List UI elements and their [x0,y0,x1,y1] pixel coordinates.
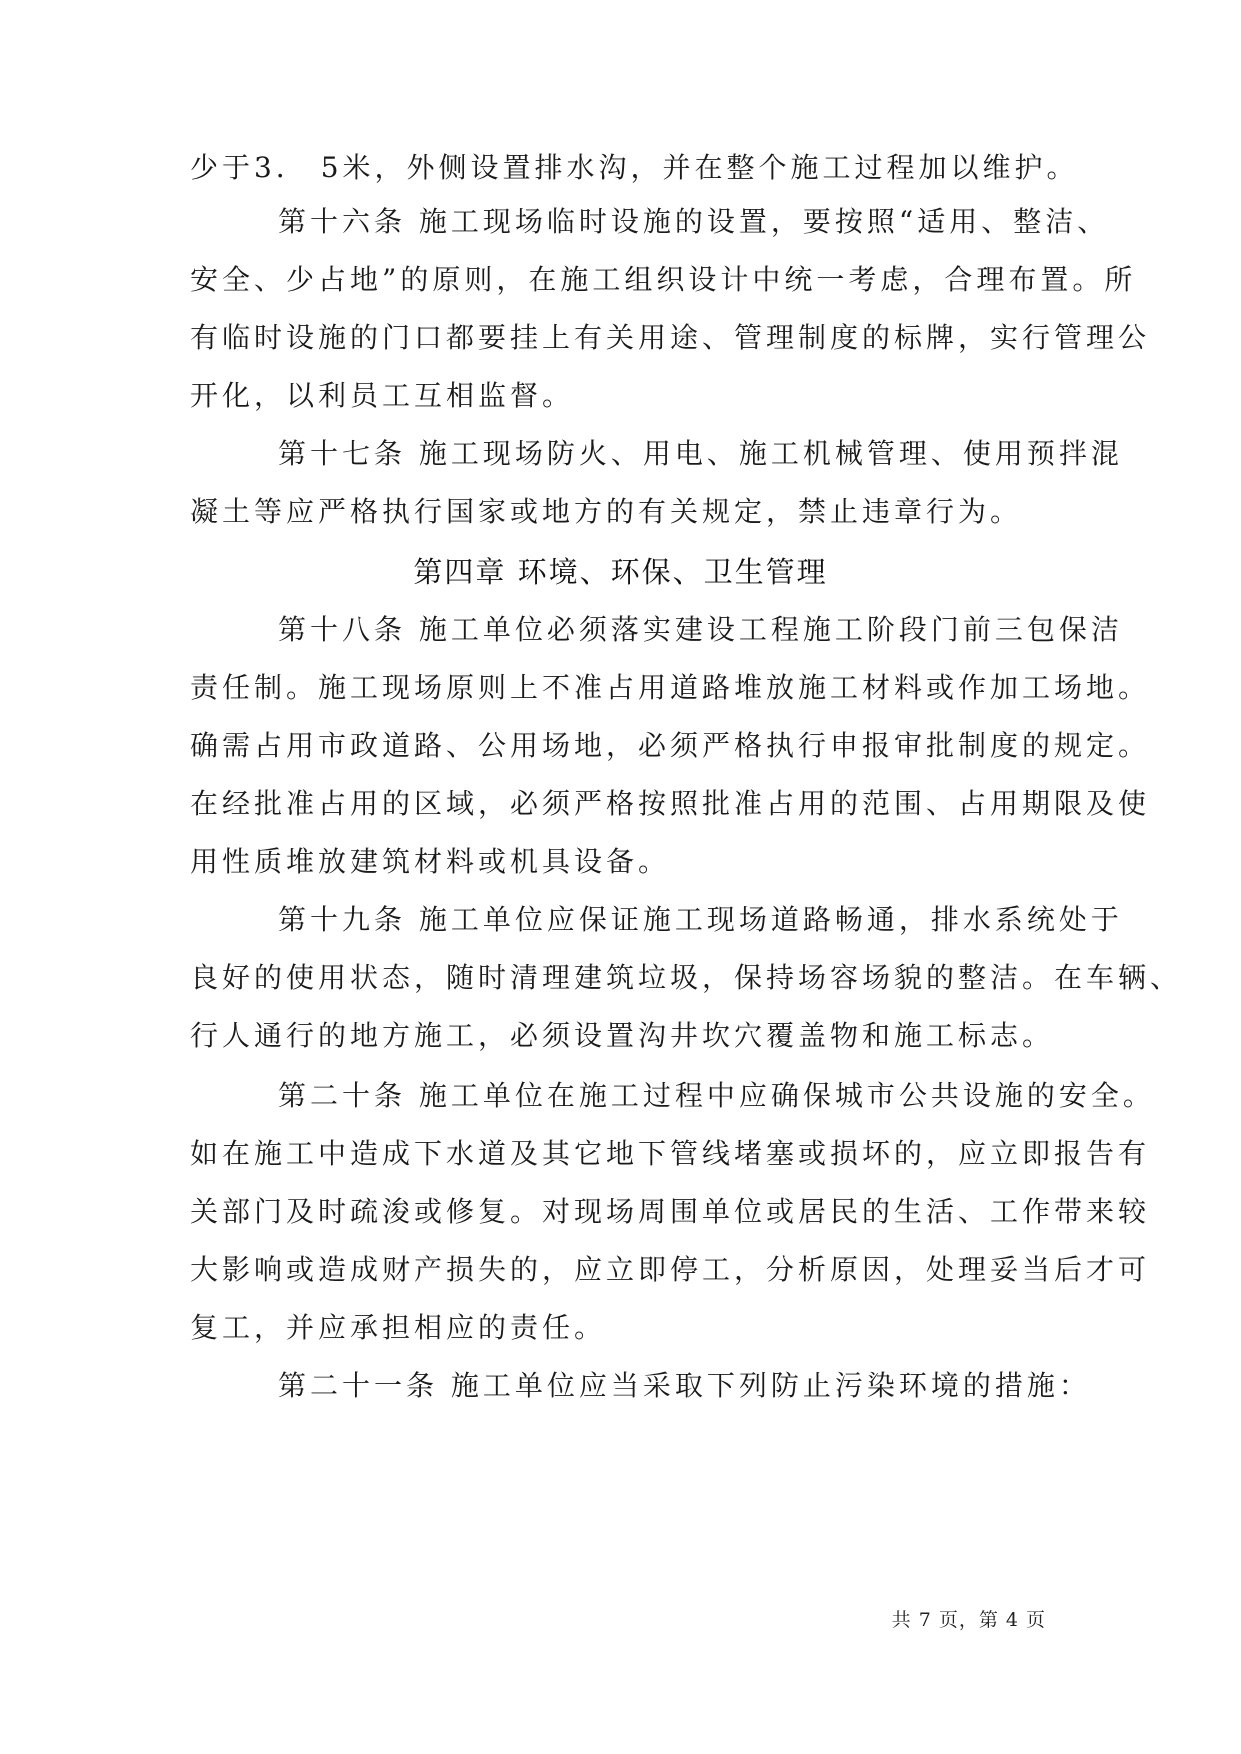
body-line: 关部门及时疏浚或修复。对现场周围单位或居民的生活、工作带来较 [190,1195,1151,1228]
body-line: 大影响或造成财产损失的，应立即停工，分析原因，处理妥当后才可 [190,1253,1151,1286]
article-19-line: 第十九条 施工单位应保证施工现场道路畅通，排水系统处于 [278,903,1123,936]
body-line: 确需占用市政道路、公用场地，必须严格执行申报审批制度的规定。 [190,729,1151,762]
body-line: 责任制。施工现场原则上不准占用道路堆放施工材料或作加工场地。 [190,671,1151,704]
article-20-line: 第二十条 施工单位在施工过程中应确保城市公共设施的安全。 [278,1079,1155,1112]
body-line: 复工，并应承担相应的责任。 [190,1311,607,1344]
chapter-heading: 第四章 环境、环保、卫生管理 [413,555,828,589]
page-footer: 共 7 页，第 4 页 [891,1609,1046,1631]
body-line: 有临时设施的门口都要挂上有关用途、管理制度的标牌，实行管理公 [190,321,1151,354]
article-18-line: 第十八条 施工单位必须落实建设工程施工阶段门前三包保洁 [278,613,1123,646]
body-line: 如在施工中造成下水道及其它地下管线堵塞或损坏的，应立即报告有 [190,1137,1151,1170]
body-line: 用性质堆放建筑材料或机具设备。 [190,845,671,878]
body-line: 在经批准占用的区域，必须严格按照批准占用的范围、占用期限及使 [190,787,1151,820]
body-line: 开化，以利员工互相监督。 [190,379,575,412]
body-line: 行人通行的地方施工，必须设置沟井坎穴覆盖物和施工标志。 [190,1019,1055,1052]
article-21-line: 第二十一条 施工单位应当采取下列防止污染环境的措施： [278,1369,1091,1402]
article-17-line: 第十七条 施工现场防火、用电、施工机械管理、使用预拌混 [278,437,1123,470]
body-line: 凝土等应严格执行国家或地方的有关规定，禁止违章行为。 [190,495,1023,528]
body-line: 良好的使用状态，随时清理建筑垃圾，保持场容场貌的整洁。在车辆、 [190,961,1183,994]
body-line: 少于3． 5米，外侧设置排水沟，并在整个施工过程加以维护。 [190,151,1079,184]
body-line: 安全、少占地”的原则，在施工组织设计中统一考虑，合理布置。所 [190,263,1137,296]
article-16-line: 第十六条 施工现场临时设施的设置，要按照“适用、整洁、 [278,205,1110,238]
